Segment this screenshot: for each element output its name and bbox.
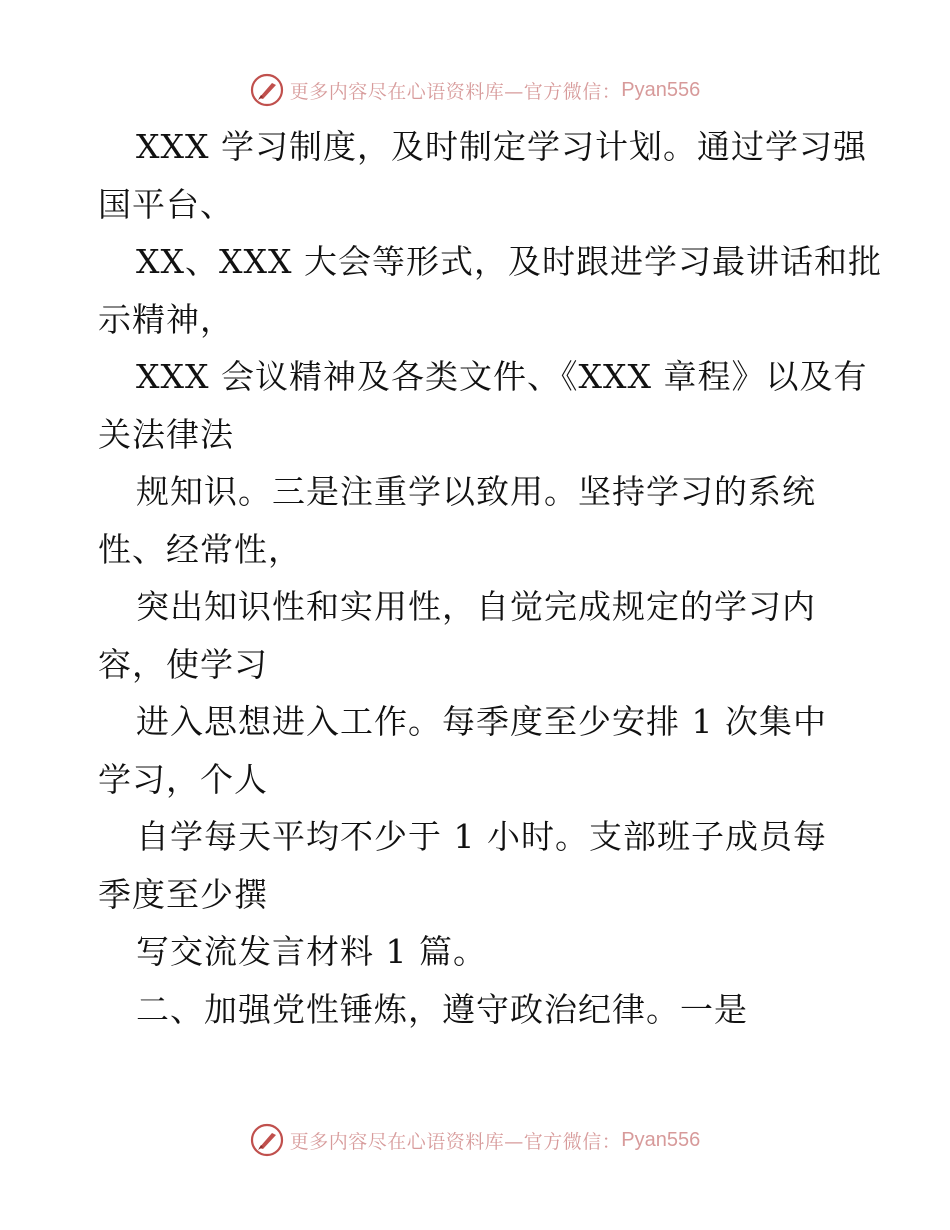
watermark-wechat-id: Pyan556 (621, 1128, 701, 1151)
text-line: XX、XXX 大会等形式，及时跟进学习最讲话和批 (136, 242, 882, 281)
text-line: 学习，个人 (98, 759, 268, 799)
text-line: 性、经常性， (98, 529, 302, 569)
text-line: XXX 会议精神及各类文件、《XXX 章程》以及有 (136, 357, 868, 396)
watermark-text: 更多内容尽在心语资料库—官方微信： (289, 1130, 622, 1153)
text-line: 二、加强党性锤炼，遵守政治纪律。一是 (136, 989, 748, 1029)
text-line: 自学每天平均不少于 1 小时。支部班子成员每 (136, 817, 827, 856)
watermark-text: 更多内容尽在心语资料库—官方微信： (289, 80, 622, 103)
footer-watermark (0, 1120, 950, 1160)
quill-logo-icon (250, 1123, 284, 1157)
quill-logo-icon (250, 73, 284, 107)
text-line: 进入思想进入工作。每季度至少安排 1 次集中 (136, 702, 827, 741)
text-line: 示精神， (98, 299, 234, 339)
header-watermark (0, 70, 950, 110)
text-line: 容，使学习 (98, 644, 268, 684)
text-line: 规知识。三是注重学以致用。坚持学习的系统 (136, 472, 816, 511)
document-body (98, 118, 882, 1038)
watermark-wechat-id: Pyan556 (621, 78, 701, 101)
text-line: 国平台、 (98, 184, 234, 224)
text-line: 关法律法 (98, 414, 234, 454)
text-line: XXX 学习制度，及时制定学习计划。通过学习强 (136, 127, 867, 166)
text-line: 季度至少撰 (98, 874, 268, 914)
text-line: 写交流发言材料 1 篇。 (136, 932, 487, 971)
text-line: 突出知识性和实用性，自觉完成规定的学习内 (136, 587, 816, 626)
